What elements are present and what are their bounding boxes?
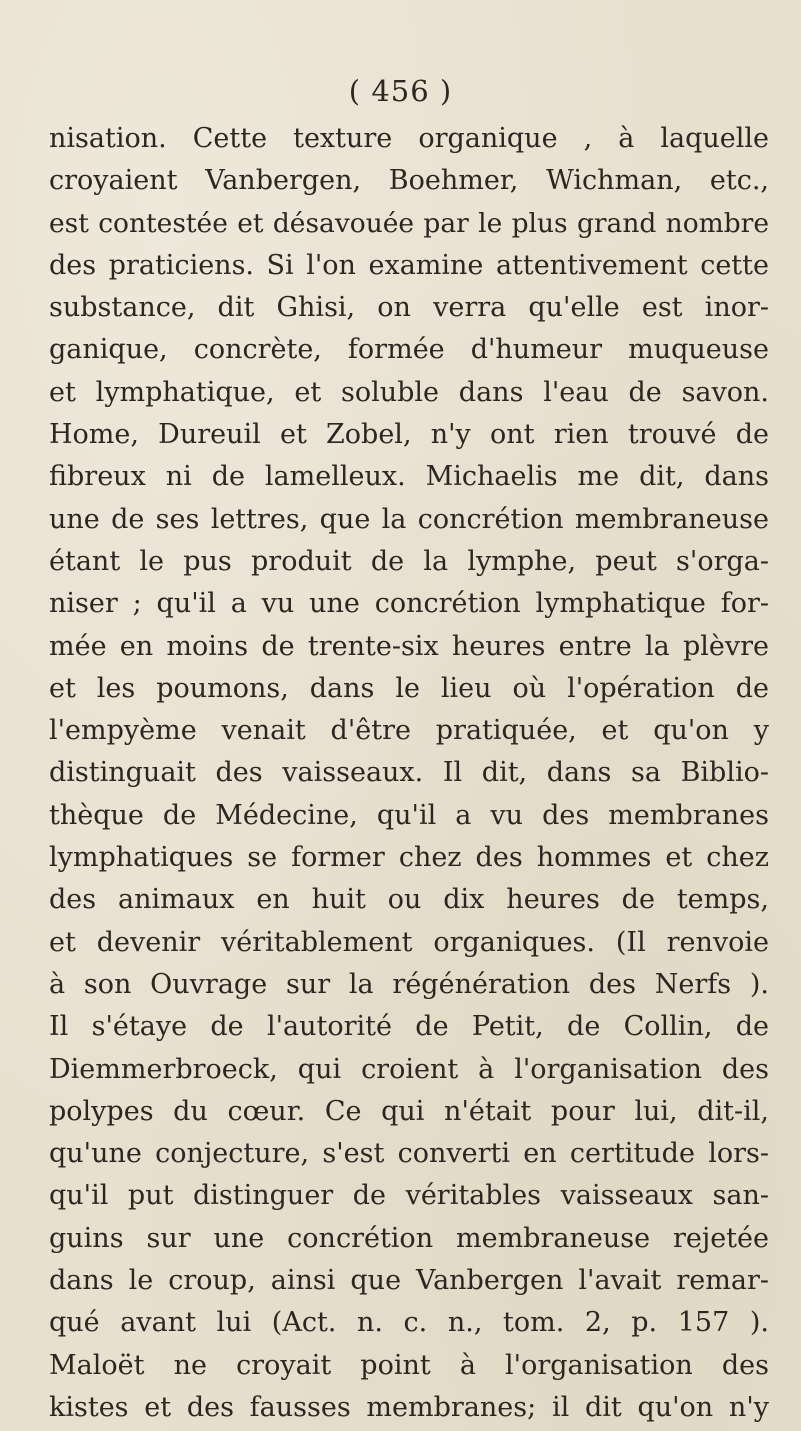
text-line: Home, Dureuil et Zobel, n'y ont rien trouvé de xyxy=(49,419,769,451)
text-line: Maloët ne croyait point à l'organisation des xyxy=(49,1349,769,1381)
text-line: dans le croup, ainsi que Vanbergen l'avait remar- xyxy=(49,1265,769,1297)
text-line: niser ; qu'il a vu une concrétion lymphatique for- xyxy=(49,588,769,620)
text-line: qué avant lui (Act. n. c. n., tom. 2, p. 157 ). xyxy=(49,1307,769,1339)
body-text xyxy=(49,118,769,1429)
text-line: guins sur une concrétion membraneuse rejetée xyxy=(49,1222,769,1254)
text-line: étant le pus produit de la lymphe, peut s'orga- xyxy=(49,545,769,577)
text-line: thèque de Médecine, qu'il a vu des membranes xyxy=(49,799,769,831)
text-line: Diemmerbroeck, qui croient à l'organisation des xyxy=(49,1053,769,1085)
text-line: fibreux ni de lamelleux. Michaelis me dit, dans xyxy=(49,461,769,493)
text-line: ganique, concrète, formée d'humeur muqueuse xyxy=(49,334,769,366)
text-line: est contestée et désavouée par le plus grand nombre xyxy=(49,207,769,239)
text-line: croyaient Vanbergen, Boehmer, Wichman, etc., xyxy=(49,165,769,197)
text-line: une de ses lettres, que la concrétion membraneuse xyxy=(49,503,769,535)
page-number: ( 456 ) xyxy=(348,74,453,108)
text-line: mée en moins de trente-six heures entre la plèvre xyxy=(49,630,769,662)
text-line: des praticiens. Si l'on examine attentivement cette xyxy=(49,249,769,281)
text-line: nisation. Cette texture organique , à laquelle xyxy=(49,123,769,154)
text-line: substance, dit Ghisi, on verra qu'elle est inor- xyxy=(49,292,769,324)
text-line: à son Ouvrage sur la régénération des Nerfs ). xyxy=(49,968,769,1000)
text-line: et les poumons, dans le lieu où l'opération de xyxy=(49,672,769,704)
text-line: polypes du cœur. Ce qui n'était pour lui, dit-il, xyxy=(49,1095,769,1127)
text-line: qu'il put distinguer de véritables vaisseaux san- xyxy=(49,1180,769,1212)
text-line: qu'une conjecture, s'est converti en certitude lors- xyxy=(49,1138,769,1170)
text-line: et devenir véritablement organiques. (Il renvoie xyxy=(49,926,769,958)
text-line: kistes et des fausses membranes; il dit qu'on n'y xyxy=(49,1391,769,1423)
text-line: et lymphatique, et soluble dans l'eau de savon. xyxy=(49,376,769,408)
text-line: distinguait des vaisseaux. Il dit, dans sa Biblio- xyxy=(49,757,769,789)
text-line: des animaux en huit ou dix heures de temps, xyxy=(49,884,769,916)
text-line: l'empyème venait d'être pratiquée, et qu'on y xyxy=(49,715,769,747)
text-line: Il s'étaye de l'autorité de Petit, de Collin, de xyxy=(49,1011,769,1043)
text-line: lymphatiques se former chez des hommes et chez xyxy=(49,842,769,874)
